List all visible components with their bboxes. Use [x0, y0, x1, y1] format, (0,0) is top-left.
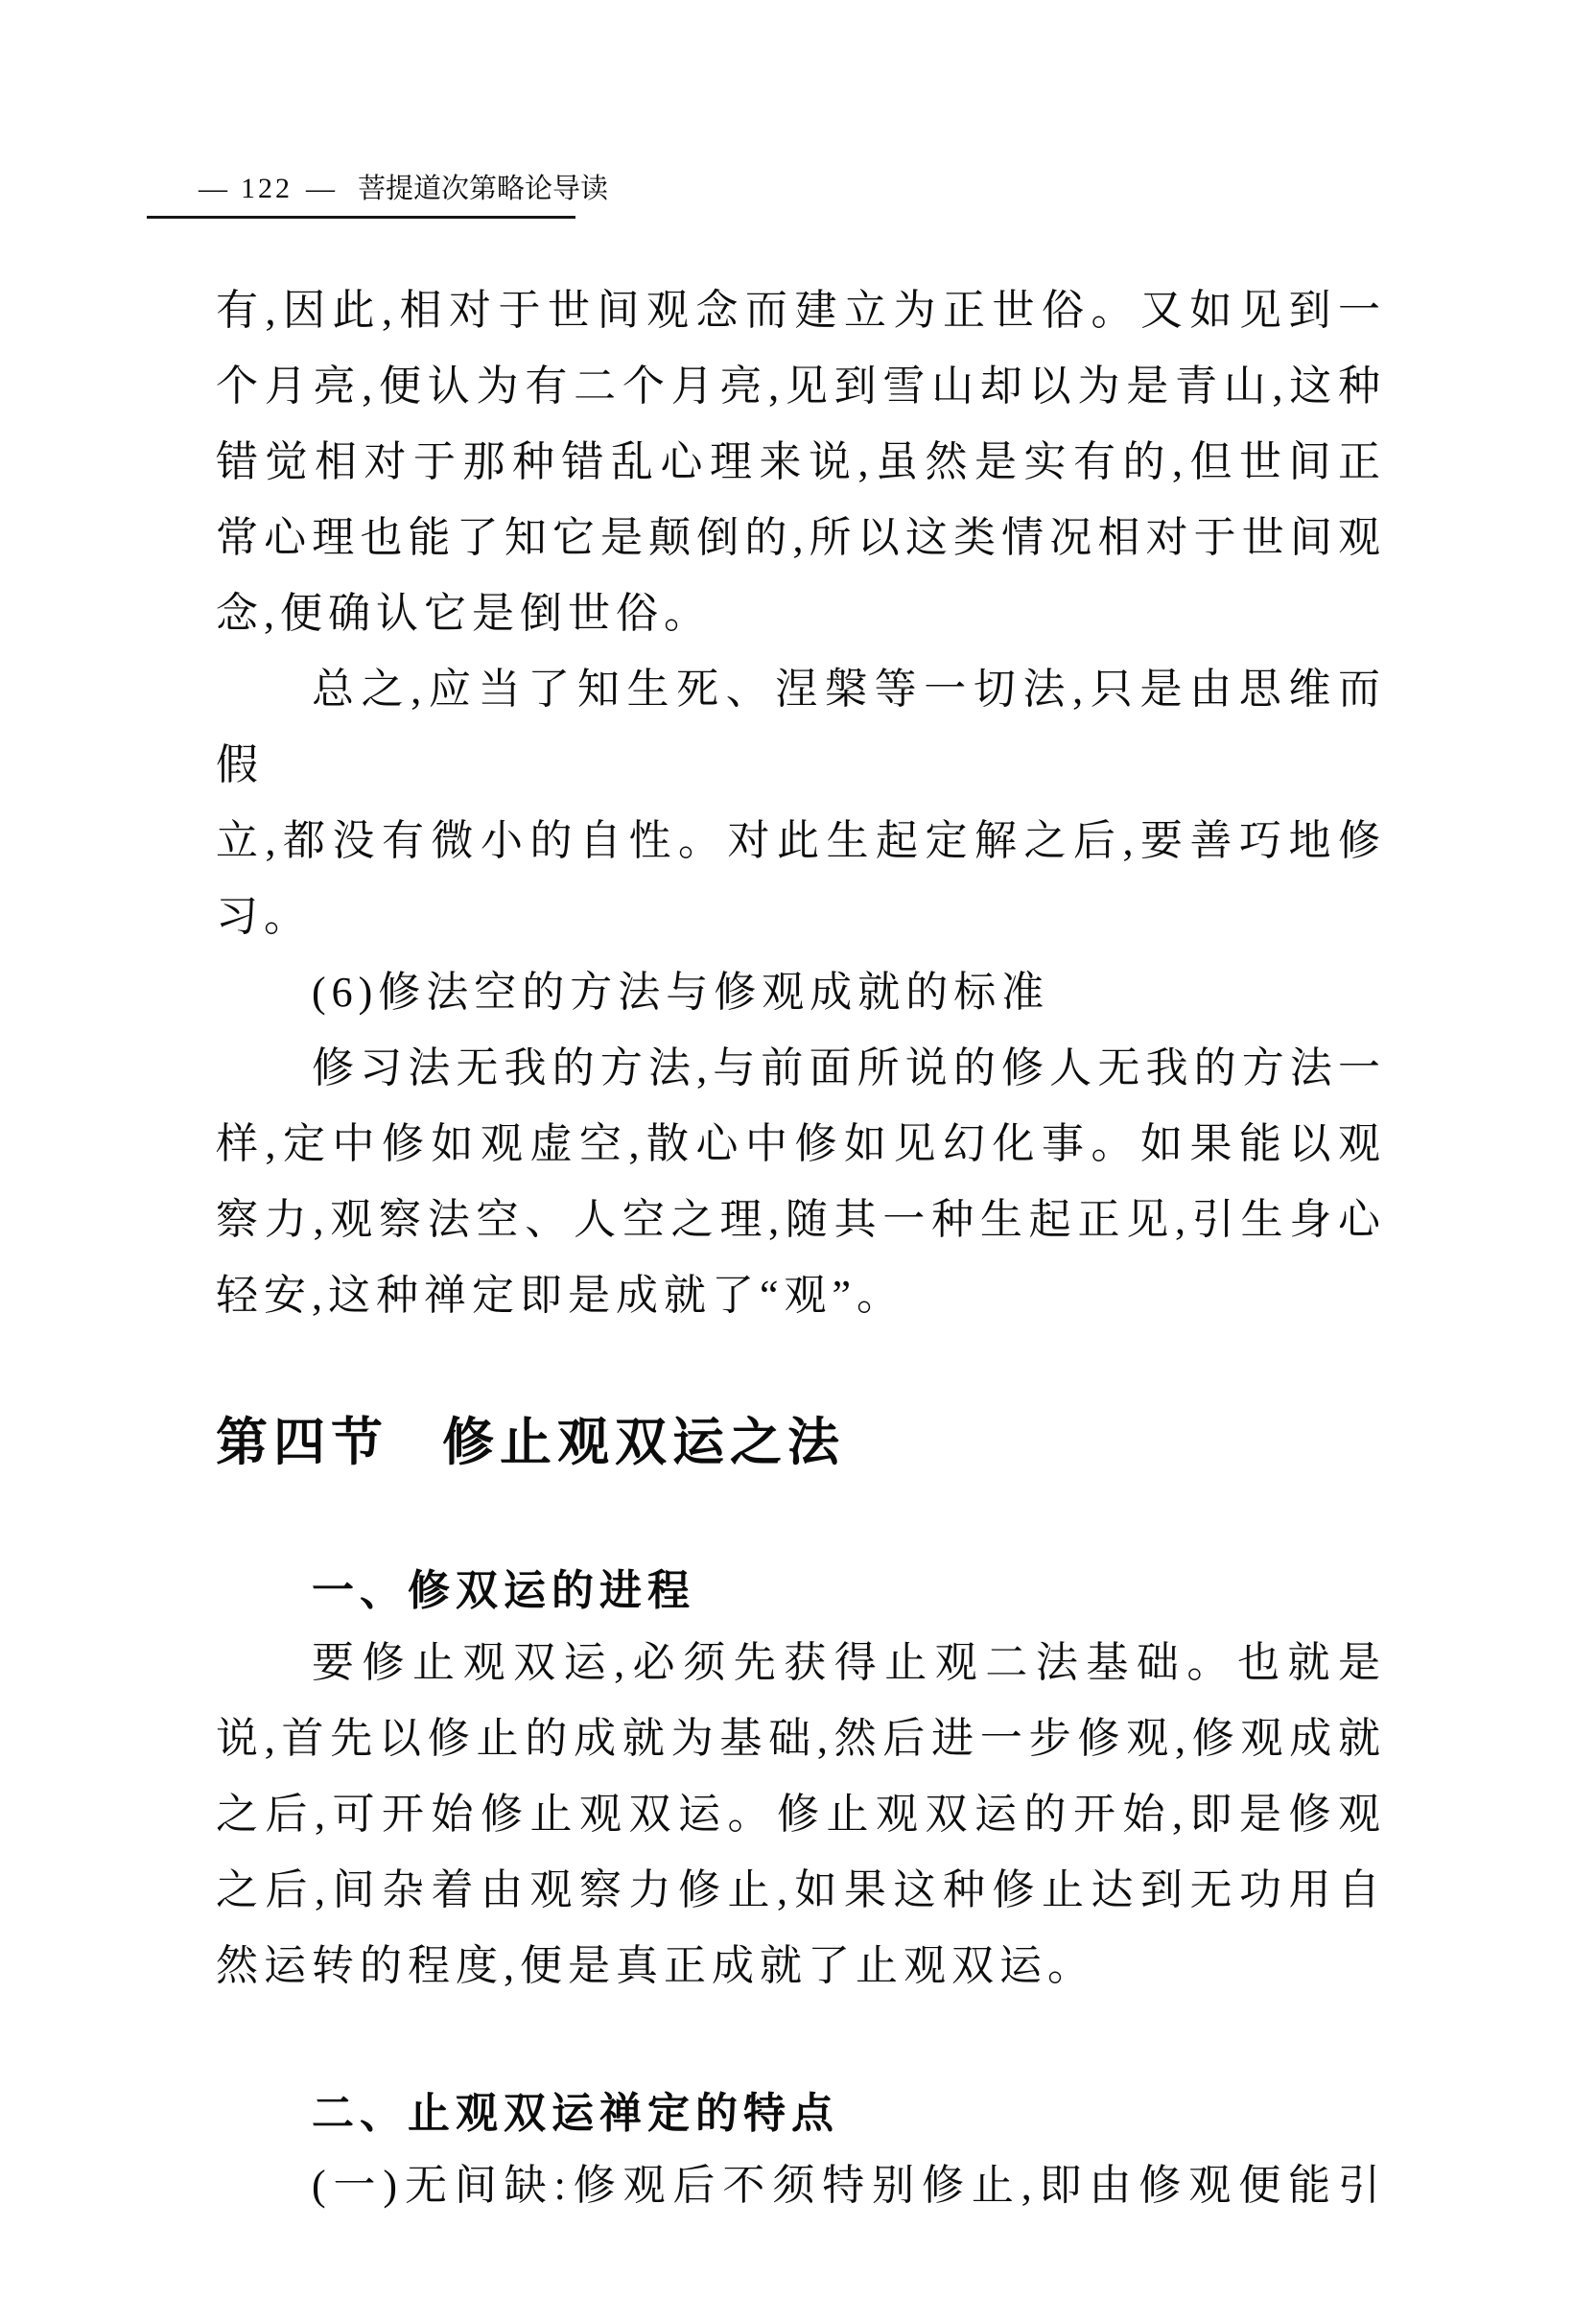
- text-line: 轻安,这种禅定即是成就了“观”。: [216, 1272, 905, 1319]
- text-line: 个月亮,便认为有二个月亮,见到雪山却以为是青山,这种: [216, 363, 1386, 410]
- text-line: 常心理也能了知它是颠倒的,所以这类情况相对于世间观: [216, 514, 1386, 561]
- paragraph: [216, 272, 1386, 651]
- text-line: 样,定中修如观虚空,散心中修如见幻化事。如果能以观: [216, 1120, 1386, 1167]
- text-line: 要修止观双运,必须先获得止观二法基础。也就是: [312, 1639, 1386, 1686]
- paragraph: [216, 1030, 1386, 1333]
- text-line: 之后,间杂着由观察力修止,如果这种修止达到无功用自: [216, 1866, 1386, 1913]
- text-line: 之后,可开始修止观双运。修止观双运的开始,即是修观: [216, 1791, 1386, 1838]
- section-number: 第四节: [216, 1414, 388, 1471]
- text-line: 然运转的程度,便是真正成就了止观双运。: [216, 1942, 1095, 1989]
- paragraph: [216, 651, 1386, 954]
- section-heading: [216, 1404, 1386, 1481]
- page-body: [216, 272, 1386, 2223]
- section-title: 修止观双运之法: [442, 1414, 845, 1471]
- header-dash-left: —: [199, 173, 227, 204]
- subsection-heading: 二、止观双运禅定的特点: [312, 2090, 839, 2137]
- text-line: (6)修法空的方法与修观成就的标准: [312, 969, 1050, 1016]
- text-line: 习。: [216, 893, 312, 940]
- text-line: 立,都没有微小的自性。对此生起定解之后,要善巧地修: [216, 817, 1386, 864]
- text-line: 错觉相对于那种错乱心理来说,虽然是实有的,但世间正: [216, 438, 1386, 485]
- subsection-heading: 一、修双运的进程: [312, 1567, 695, 1614]
- text-line: 察力,观察法空、人空之理,随其一种生起正见,引生身心: [216, 1196, 1386, 1243]
- header-dash-right: —: [306, 173, 335, 204]
- text-line: 念,便确认它是倒世俗。: [216, 590, 712, 637]
- text-line: 总之,应当了知生死、涅槃等一切法,只是由思维而假: [216, 666, 1386, 788]
- book-title: 菩提道次第略论导读: [358, 174, 609, 204]
- text-line: 修习法无我的方法,与前面所说的修人无我的方法一: [312, 1044, 1386, 1091]
- paragraph: [216, 1625, 1386, 2004]
- page-number: 122: [241, 173, 293, 204]
- page-header: [147, 167, 609, 219]
- paragraph: [216, 954, 1386, 1030]
- text-line: 有,因此,相对于世间观念而建立为正世俗。又如见到一: [216, 287, 1386, 334]
- text-line: 说,首先以修止的成就为基础,然后进一步修观,修观成就: [216, 1715, 1386, 1762]
- paragraph: [216, 2147, 1386, 2223]
- text-line: (一)无间缺:修观后不须特别修止,即由修观便能引: [312, 2162, 1386, 2209]
